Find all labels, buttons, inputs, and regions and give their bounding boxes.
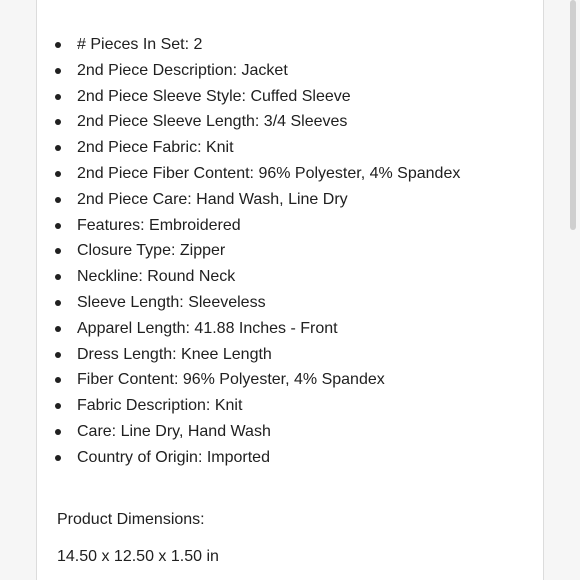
spec-text: 2nd Piece Sleeve Style: Cuffed Sleeve	[77, 87, 351, 105]
spec-text: Sleeve Length: Sleeveless	[77, 293, 266, 311]
spec-text: Fabric Description: Knit	[77, 397, 243, 415]
bullet-icon	[55, 119, 61, 125]
list-item	[37, 161, 543, 187]
bullet-icon	[55, 171, 61, 177]
list-item	[37, 342, 543, 368]
spec-text: Dress Length: Knee Length	[77, 345, 272, 363]
list-item	[37, 419, 543, 445]
list-item	[37, 264, 543, 290]
spec-text: Neckline: Round Neck	[77, 268, 236, 286]
list-item	[37, 109, 543, 135]
list-item	[37, 135, 543, 161]
bullet-icon	[55, 403, 61, 409]
spec-text: 2nd Piece Fiber Content: 96% Polyester, 4% Spandex	[77, 164, 461, 182]
spec-text: Apparel Length: 41.88 Inches - Front	[77, 319, 338, 337]
list-item	[37, 367, 543, 393]
product-dimensions-value: 14.50 x 12.50 x 1.50 in	[57, 548, 219, 565]
vertical-scrollbar[interactable]	[568, 0, 576, 580]
list-item	[37, 238, 543, 264]
scrollbar-thumb[interactable]	[570, 0, 576, 230]
bullet-icon	[55, 274, 61, 280]
spec-text: Country of Origin: Imported	[77, 448, 270, 466]
spec-text: Fiber Content: 96% Polyester, 4% Spandex	[77, 371, 385, 389]
product-dimensions-label: Product Dimensions:	[57, 511, 205, 528]
bullet-icon	[55, 94, 61, 100]
list-item	[37, 84, 543, 110]
spec-text: 2nd Piece Care: Hand Wash, Line Dry	[77, 190, 348, 208]
list-item	[37, 290, 543, 316]
spec-text: # Pieces In Set: 2	[77, 36, 203, 53]
bullet-icon	[55, 68, 61, 74]
list-item	[37, 393, 543, 419]
spec-text: 2nd Piece Description: Jacket	[77, 61, 288, 79]
bullet-icon	[55, 300, 61, 306]
spec-text: 2nd Piece Fabric: Knit	[77, 139, 234, 157]
bullet-icon	[55, 248, 61, 254]
product-details-panel	[36, 0, 544, 580]
bullet-icon	[55, 429, 61, 435]
list-item	[37, 445, 543, 471]
list-item	[37, 316, 543, 342]
spec-text: Care: Line Dry, Hand Wash	[77, 422, 271, 440]
spec-text: Closure Type: Zipper	[77, 242, 226, 260]
bullet-icon	[55, 352, 61, 358]
bullet-icon	[55, 377, 61, 383]
list-item	[37, 32, 543, 58]
spec-text: Features: Embroidered	[77, 216, 241, 234]
list-item	[37, 58, 543, 84]
spec-text: 2nd Piece Sleeve Length: 3/4 Sleeves	[77, 113, 348, 131]
bullet-icon	[55, 326, 61, 332]
bullet-icon	[55, 145, 61, 151]
bullet-icon	[55, 223, 61, 229]
bullet-icon	[55, 455, 61, 461]
spec-list	[37, 32, 543, 471]
list-item	[37, 187, 543, 213]
bullet-icon	[55, 197, 61, 203]
list-item	[37, 213, 543, 239]
bullet-icon	[55, 42, 61, 48]
